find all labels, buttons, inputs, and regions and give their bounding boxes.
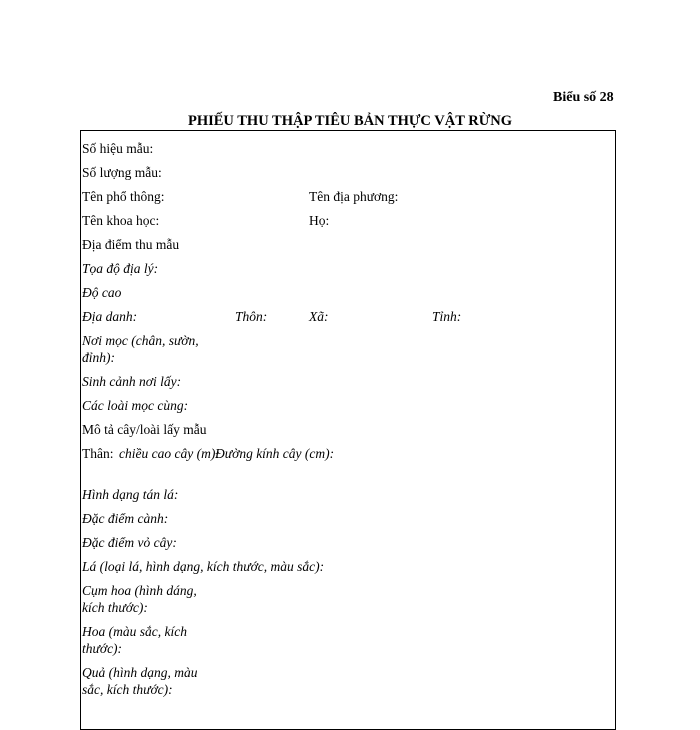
local-name-label: Tên địa phương: [309,189,399,204]
tree-height-label: chiều cao cây (m): [119,446,220,461]
form-number: Biểu số 28 [553,90,614,105]
sample-count-label: Số lượng mẫu: [82,165,162,180]
flower-label: Hoa (màu sắc, kích thước): [82,624,187,656]
associated-species-label: Các loài mọc cùng: [82,398,189,413]
scientific-name-label: Tên khoa học: [82,213,160,228]
commune-label: Xã: [309,309,329,324]
inflorescence-label: Cụm hoa (hình dáng, kích thước): [82,583,197,615]
form-title: PHIẾU THU THẬP TIÊU BẢN THỰC VẬT RỪNG [187,113,513,129]
habitat-label: Sinh cảnh nơi lấy: [82,374,182,389]
bark-features-label: Đặc điểm vỏ cây: [82,535,177,550]
stem-label: Thân: [82,446,114,461]
family-label: Họ: [309,213,330,228]
growth-location-label: Nơi mọc (chân, sườn, đỉnh): [82,333,199,365]
coordinates-label: Tọa độ địa lý: [82,261,159,276]
crown-shape-label: Hình dạng tán lá: [82,487,179,502]
fruit-label: Quả (hình dạng, màu sắc, kích thước): [82,665,198,697]
trunk-diameter-label: Đường kính cây (cm): [215,446,335,461]
sample-number-label: Số hiệu mẫu: [82,141,154,156]
common-name-label: Tên phổ thông: [82,189,165,204]
leaf-label: Lá (loại lá, hình dạng, kích thước, màu sắc): [82,559,325,574]
branch-features-label: Đặc điểm cành: [82,511,169,526]
description-heading: Mô tả cây/loài lấy mẫu [82,422,207,437]
collection-location-label: Địa điểm thu mẫu [82,237,180,252]
hamlet-label: Thôn: [235,309,268,324]
elevation-label: Độ cao [82,285,122,300]
province-label: Tỉnh: [432,309,462,324]
place-name-label: Địa danh: [82,309,138,324]
